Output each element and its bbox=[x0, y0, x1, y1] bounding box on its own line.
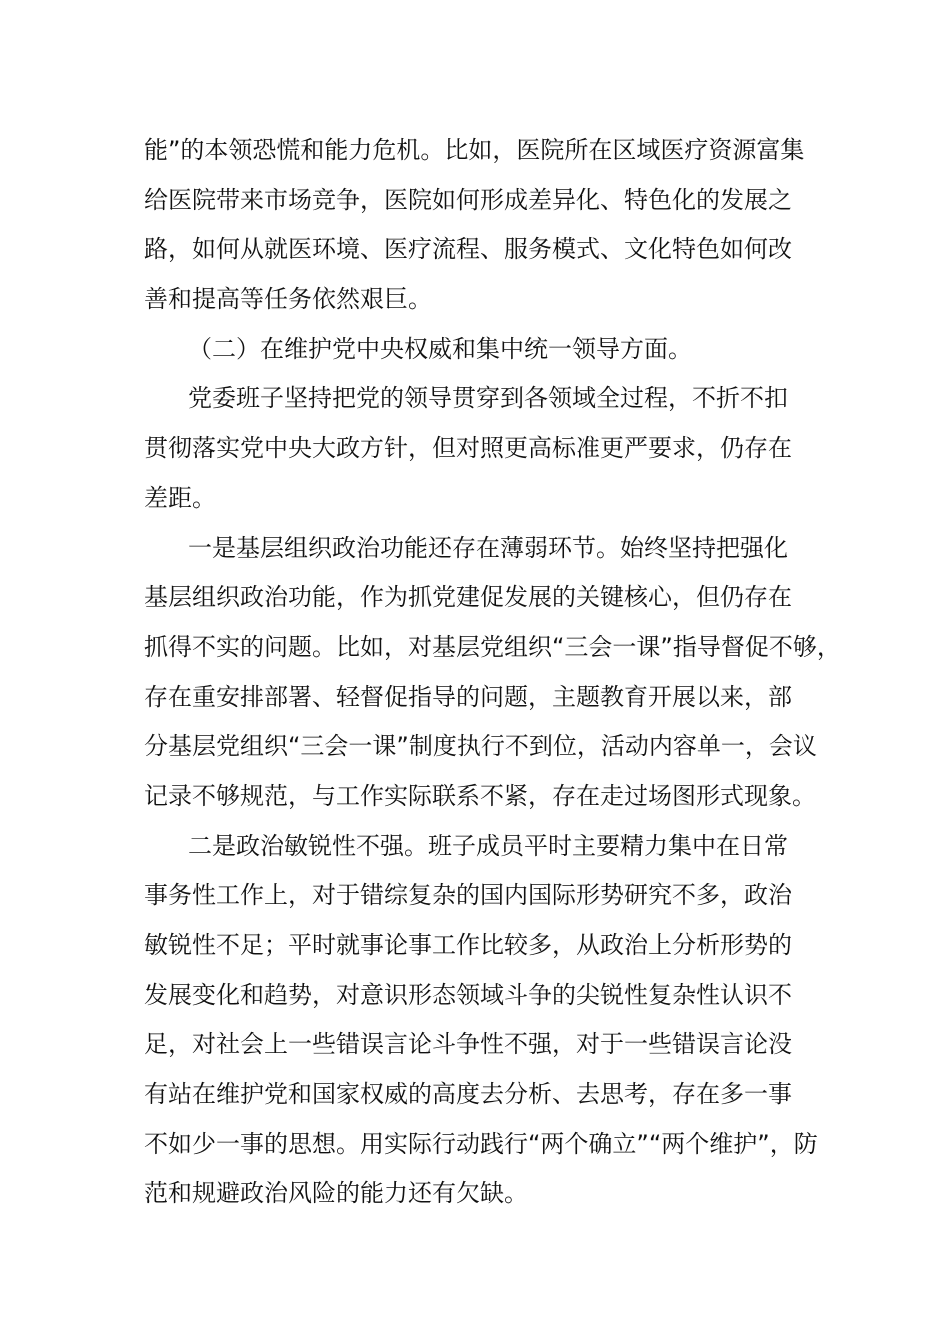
text-line: 分基层党组织“三会一课”制度执行不到位，活动内容单一，会议 bbox=[144, 732, 817, 761]
text-line: 抓得不实的问题。比如，对基层党组织“三会一课”指导督促不够， bbox=[144, 632, 841, 661]
text-line: 敏锐性不足；平时就事论事工作比较多，从政治上分析形势的 bbox=[144, 931, 792, 959]
text-line: 二是政治敏锐性不强。班子成员平时主要精力集中在日常 bbox=[188, 831, 788, 860]
section-heading: （二）在维护党中央权威和集中统一领导方面。 bbox=[188, 334, 692, 363]
text-line: 不如少一事的思想。用实际行动践行“两个确立”“两个维护”，防 bbox=[144, 1129, 818, 1158]
text-line: 记录不够规范，与工作实际联系不紧，存在走过场图形式现象。 bbox=[144, 781, 816, 810]
text-line: 善和提高等任务依然艰巨。 bbox=[144, 285, 432, 314]
text-line: 差距。 bbox=[144, 483, 216, 512]
text-line: 事务性工作上，对于错综复杂的国内国际形势研究不多，政治 bbox=[144, 881, 792, 910]
text-line: 有站在维护党和国家权威的高度去分析、去思考，存在多一事 bbox=[144, 1080, 792, 1109]
text-line: 贯彻落实党中央大政方针，但对照更高标准更严要求，仍存在 bbox=[144, 434, 792, 463]
text-line: 存在重安排部署、轻督促指导的问题，主题教育开展以来，部 bbox=[144, 682, 792, 711]
document-body bbox=[144, 126, 844, 1219]
text-line: 党委班子坚持把党的领导贯穿到各领域全过程，不折不扣 bbox=[188, 384, 788, 413]
text-line: 一是基层组织政治功能还存在薄弱环节。始终坚持把强化 bbox=[188, 533, 788, 562]
text-line: 发展变化和趋势，对意识形态领域斗争的尖锐性复杂性认识不 bbox=[144, 980, 792, 1009]
text-line: 路，如何从就医环境、医疗流程、服务模式、文化特色如何改 bbox=[144, 235, 792, 264]
text-line: 基层组织政治功能，作为抓党建促发展的关键核心，但仍存在 bbox=[144, 583, 792, 612]
text-line: 范和规避政治风险的能力还有欠缺。 bbox=[144, 1179, 528, 1208]
text-line: 足，对社会上一些错误言论斗争性不强，对于一些错误言论没 bbox=[144, 1030, 792, 1059]
text-line: 给医院带来市场竞争，医院如何形成差异化、特色化的发展之 bbox=[144, 185, 792, 214]
text-line: 能”的本领恐慌和能力危机。比如，医院所在区域医疗资源富集 bbox=[144, 136, 805, 164]
